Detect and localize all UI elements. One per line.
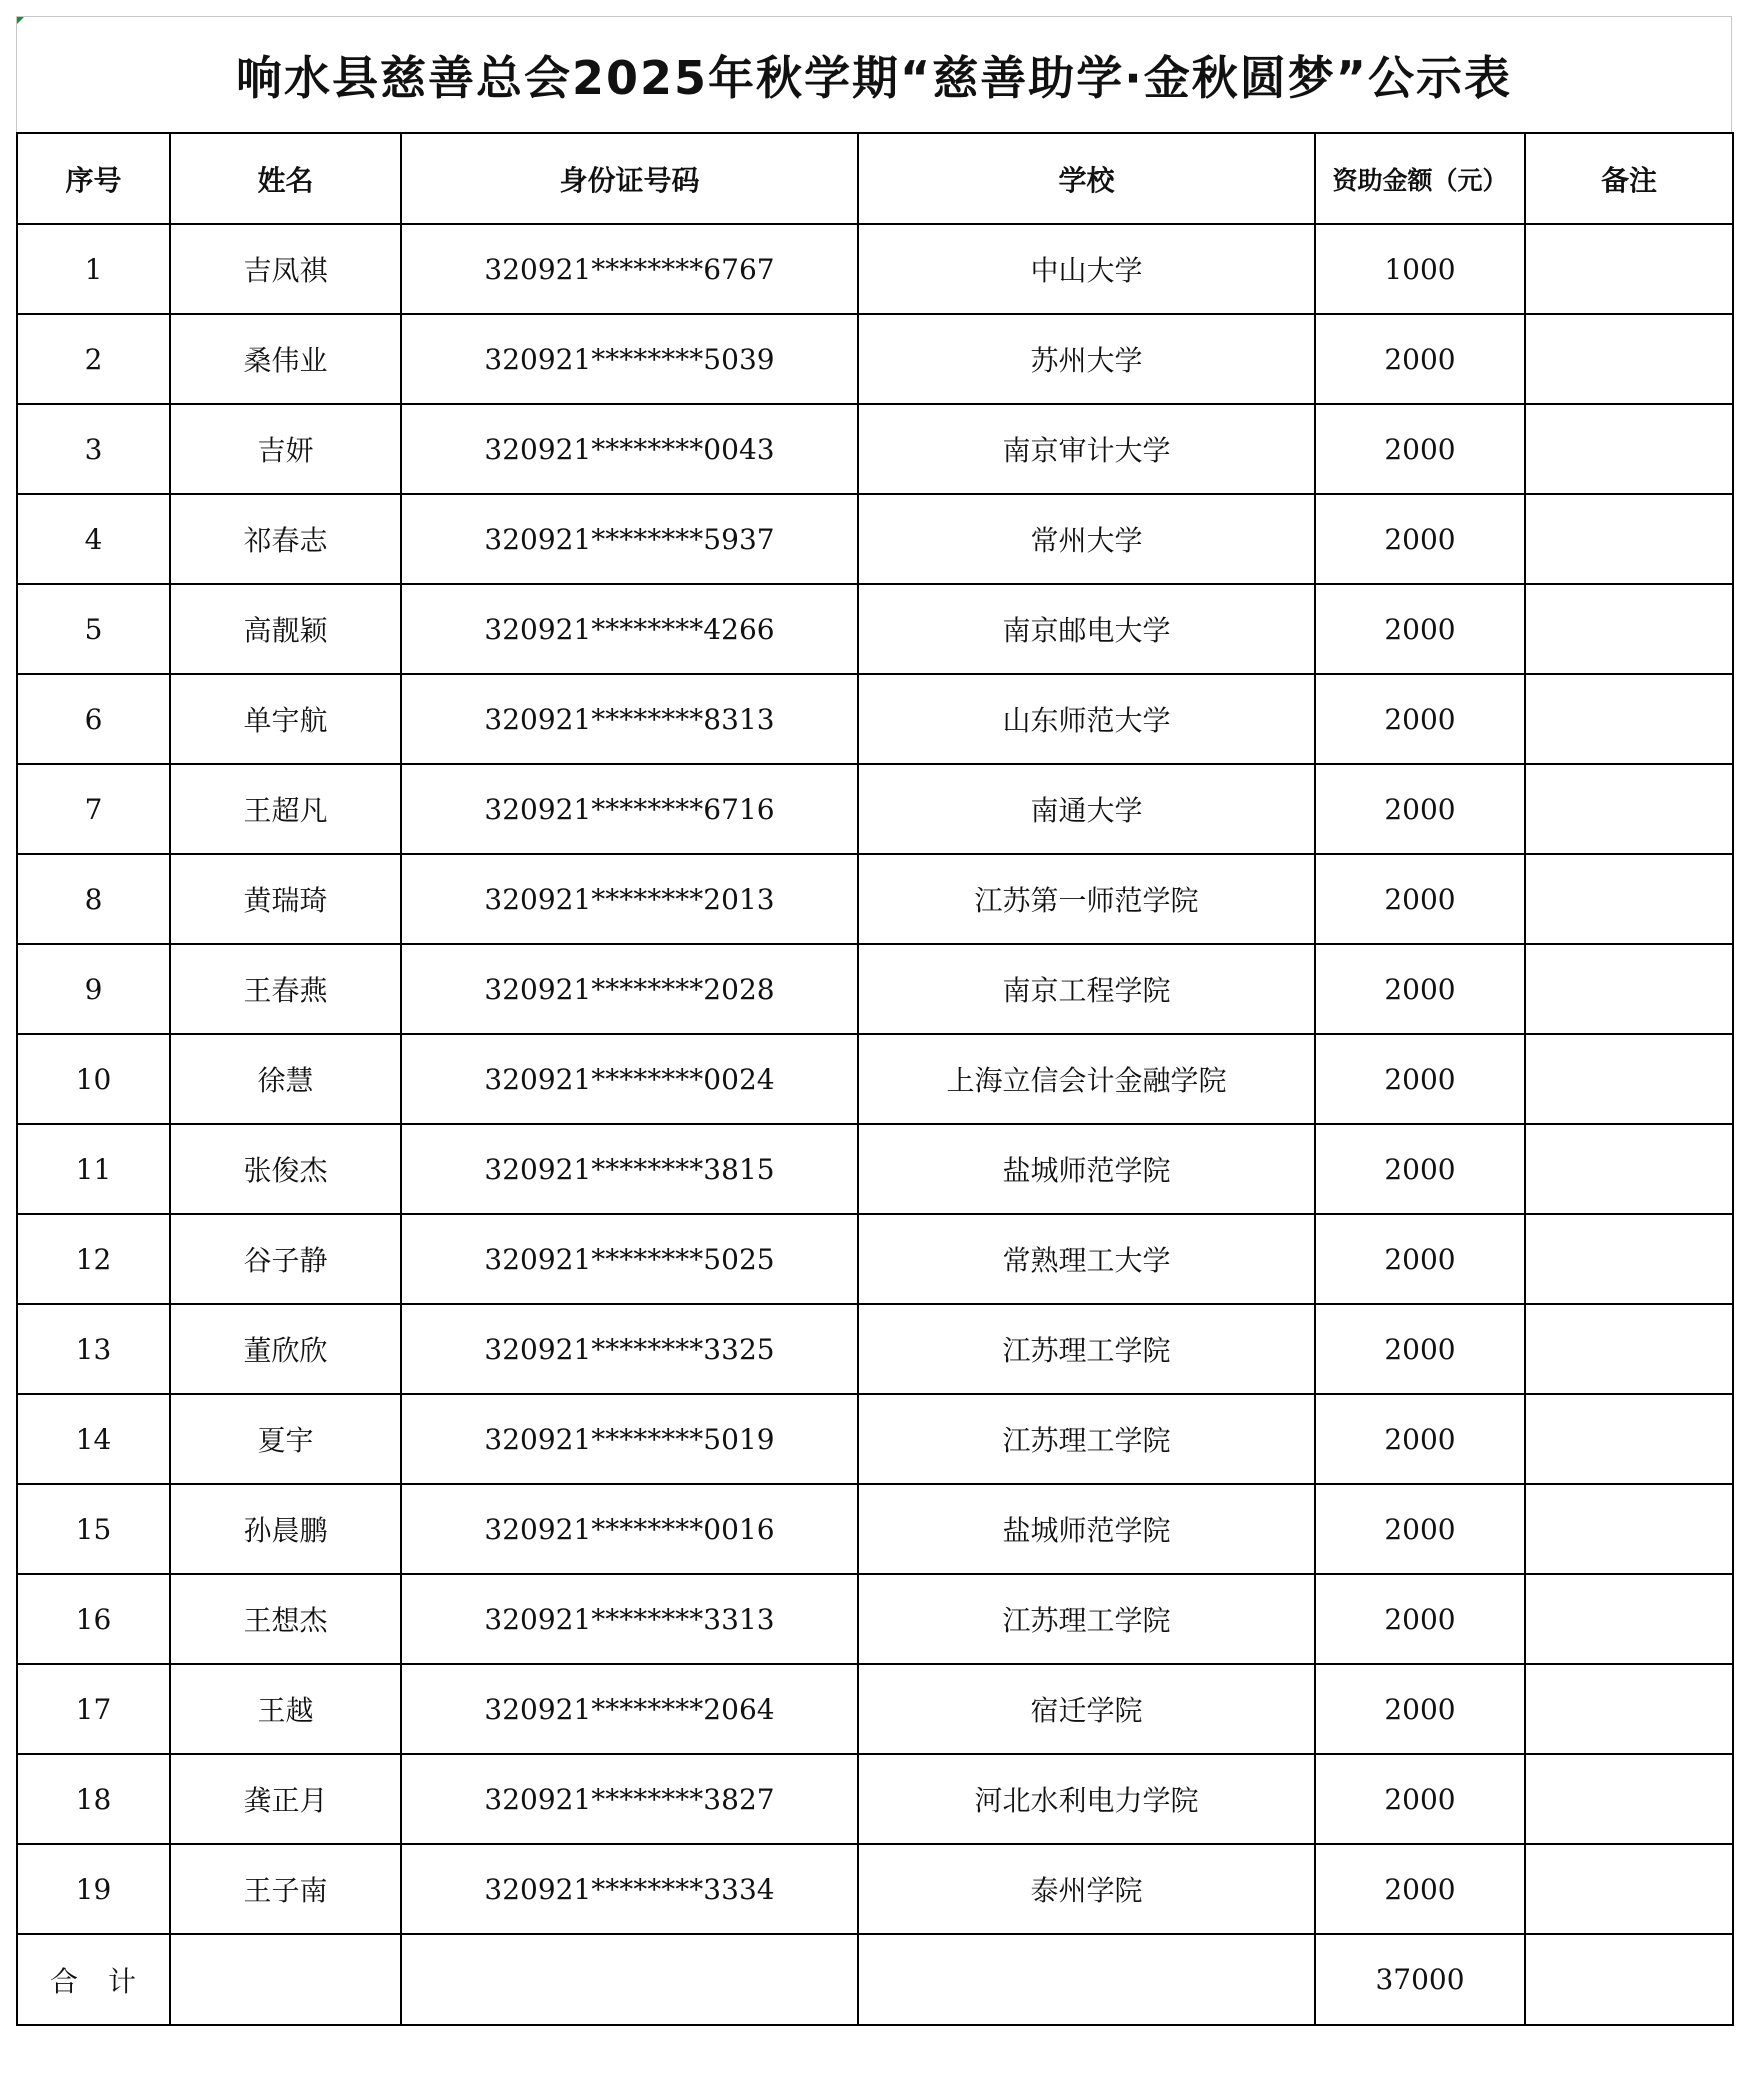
cell-note[interactable] bbox=[1525, 1844, 1733, 1934]
cell-note[interactable] bbox=[1525, 224, 1733, 314]
cell-id-number[interactable]: 320921********5025 bbox=[401, 1214, 858, 1304]
cell-name[interactable]: 王子南 bbox=[170, 1844, 401, 1934]
table-row bbox=[17, 404, 1733, 494]
cell-id-number[interactable]: 320921********3334 bbox=[401, 1844, 858, 1934]
cell-school[interactable]: 山东师范大学 bbox=[858, 674, 1315, 764]
cell-school[interactable]: 江苏理工学院 bbox=[858, 1304, 1315, 1394]
cell-id-number[interactable]: 320921********5019 bbox=[401, 1394, 858, 1484]
cell-school[interactable]: 上海立信会计金融学院 bbox=[858, 1034, 1315, 1124]
cell-id-number[interactable]: 320921********6767 bbox=[401, 224, 858, 314]
table-row bbox=[17, 1844, 1733, 1934]
cell-name[interactable]: 吉凤祺 bbox=[170, 224, 401, 314]
cell-amount[interactable]: 2000 bbox=[1315, 854, 1525, 944]
cell-index[interactable]: 5 bbox=[17, 584, 170, 674]
cell-note[interactable] bbox=[1525, 944, 1733, 1034]
cell-id-number[interactable]: 320921********3827 bbox=[401, 1754, 858, 1844]
cell-name[interactable]: 高靓颖 bbox=[170, 584, 401, 674]
cell-id-number[interactable]: 320921********5039 bbox=[401, 314, 858, 404]
cell-name[interactable]: 孙晨鹏 bbox=[170, 1484, 401, 1574]
cell-id-number[interactable]: 320921********0043 bbox=[401, 404, 858, 494]
cell-index[interactable]: 12 bbox=[17, 1214, 170, 1304]
cell-amount[interactable]: 2000 bbox=[1315, 1394, 1525, 1484]
cell-amount[interactable]: 2000 bbox=[1315, 1664, 1525, 1754]
cell-index[interactable]: 11 bbox=[17, 1124, 170, 1214]
cell-school[interactable]: 南京工程学院 bbox=[858, 944, 1315, 1034]
cell-name[interactable]: 单宇航 bbox=[170, 674, 401, 764]
table-row bbox=[17, 1574, 1733, 1664]
cell-id-number[interactable]: 320921********3325 bbox=[401, 1304, 858, 1394]
cell-school[interactable]: 苏州大学 bbox=[858, 314, 1315, 404]
table-row bbox=[17, 314, 1733, 404]
cell-school[interactable]: 中山大学 bbox=[858, 224, 1315, 314]
cell-id-number[interactable]: 320921********4266 bbox=[401, 584, 858, 674]
table-row bbox=[17, 584, 1733, 674]
cell-name[interactable]: 黄瑞琦 bbox=[170, 854, 401, 944]
cell-note[interactable] bbox=[1525, 1484, 1733, 1574]
cell-index[interactable]: 19 bbox=[17, 1844, 170, 1934]
cell-school[interactable]: 盐城师范学院 bbox=[858, 1484, 1315, 1574]
cell-index[interactable]: 17 bbox=[17, 1664, 170, 1754]
cell-amount[interactable]: 1000 bbox=[1315, 224, 1525, 314]
cell-name[interactable]: 董欣欣 bbox=[170, 1304, 401, 1394]
cell-id-number[interactable]: 320921********2028 bbox=[401, 944, 858, 1034]
total-empty-cell[interactable] bbox=[170, 1934, 401, 2025]
cell-note[interactable] bbox=[1525, 1304, 1733, 1394]
table-row bbox=[17, 1304, 1733, 1394]
cell-id-number[interactable]: 320921********3815 bbox=[401, 1124, 858, 1214]
table-row bbox=[17, 1124, 1733, 1214]
cell-note[interactable] bbox=[1525, 404, 1733, 494]
cell-index[interactable]: 6 bbox=[17, 674, 170, 764]
cell-amount[interactable]: 2000 bbox=[1315, 944, 1525, 1034]
table-row bbox=[17, 674, 1733, 764]
cell-amount[interactable]: 2000 bbox=[1315, 1754, 1525, 1844]
cell-school[interactable]: 宿迁学院 bbox=[858, 1664, 1315, 1754]
table-row bbox=[17, 1664, 1733, 1754]
table-row bbox=[17, 944, 1733, 1034]
cell-school[interactable]: 盐城师范学院 bbox=[858, 1124, 1315, 1214]
header-school[interactable]: 学校 bbox=[858, 133, 1315, 224]
cell-note[interactable] bbox=[1525, 674, 1733, 764]
cell-index[interactable]: 7 bbox=[17, 764, 170, 854]
cell-amount[interactable]: 2000 bbox=[1315, 314, 1525, 404]
header-note[interactable]: 备注 bbox=[1525, 133, 1733, 224]
title-cell[interactable] bbox=[16, 16, 1732, 132]
cell-note[interactable] bbox=[1525, 1394, 1733, 1484]
total-note-cell[interactable] bbox=[1525, 1934, 1733, 2025]
cell-school[interactable]: 南通大学 bbox=[858, 764, 1315, 854]
cell-note[interactable] bbox=[1525, 1664, 1733, 1754]
cell-note[interactable] bbox=[1525, 854, 1733, 944]
header-name[interactable]: 姓名 bbox=[170, 133, 401, 224]
cell-id-number[interactable]: 320921********2013 bbox=[401, 854, 858, 944]
cell-amount[interactable]: 2000 bbox=[1315, 1844, 1525, 1934]
cell-school[interactable]: 南京邮电大学 bbox=[858, 584, 1315, 674]
cell-id-number[interactable]: 320921********8313 bbox=[401, 674, 858, 764]
total-empty-cell[interactable] bbox=[401, 1934, 858, 2025]
cell-school[interactable]: 泰州学院 bbox=[858, 1844, 1315, 1934]
cell-school[interactable]: 常州大学 bbox=[858, 494, 1315, 584]
table-row bbox=[17, 854, 1733, 944]
cell-note[interactable] bbox=[1525, 1574, 1733, 1664]
cell-id-number[interactable]: 320921********2064 bbox=[401, 1664, 858, 1754]
cell-index[interactable]: 2 bbox=[17, 314, 170, 404]
cell-amount[interactable]: 2000 bbox=[1315, 1124, 1525, 1214]
cell-name[interactable]: 祁春志 bbox=[170, 494, 401, 584]
cell-index[interactable]: 10 bbox=[17, 1034, 170, 1124]
cell-note[interactable] bbox=[1525, 494, 1733, 584]
cell-school[interactable]: 江苏理工学院 bbox=[858, 1394, 1315, 1484]
total-label: 合计 bbox=[50, 1964, 167, 1998]
table-row bbox=[17, 1034, 1733, 1124]
table-row bbox=[17, 1754, 1733, 1844]
cell-name[interactable]: 龚正月 bbox=[170, 1754, 401, 1844]
cell-index[interactable]: 9 bbox=[17, 944, 170, 1034]
cell-note[interactable] bbox=[1525, 1124, 1733, 1214]
cell-name[interactable]: 王超凡 bbox=[170, 764, 401, 854]
cell-name[interactable]: 张俊杰 bbox=[170, 1124, 401, 1214]
cell-name[interactable]: 王越 bbox=[170, 1664, 401, 1754]
cell-index[interactable]: 15 bbox=[17, 1484, 170, 1574]
cell-name[interactable]: 桑伟业 bbox=[170, 314, 401, 404]
cell-name[interactable]: 谷子静 bbox=[170, 1214, 401, 1304]
page-title: 响水县慈善总会2025年秋学期“慈善助学·金秋圆梦”公示表 bbox=[236, 50, 1512, 105]
cell-note[interactable] bbox=[1525, 1214, 1733, 1304]
cell-note[interactable] bbox=[1525, 1034, 1733, 1124]
header-id[interactable]: 身份证号码 bbox=[401, 133, 858, 224]
data-table bbox=[16, 132, 1734, 2026]
cell-amount[interactable]: 2000 bbox=[1315, 404, 1525, 494]
cell-index[interactable]: 18 bbox=[17, 1754, 170, 1844]
total-amount[interactable]: 37000 bbox=[1315, 1934, 1525, 2025]
cell-index[interactable]: 4 bbox=[17, 494, 170, 584]
cell-index[interactable]: 1 bbox=[17, 224, 170, 314]
active-cell-marker bbox=[17, 17, 24, 24]
cell-index[interactable]: 8 bbox=[17, 854, 170, 944]
header-amount[interactable]: 资助金额（元） bbox=[1315, 133, 1525, 224]
cell-school[interactable]: 江苏理工学院 bbox=[858, 1574, 1315, 1664]
cell-note[interactable] bbox=[1525, 584, 1733, 674]
cell-index[interactable]: 14 bbox=[17, 1394, 170, 1484]
cell-name[interactable]: 夏宇 bbox=[170, 1394, 401, 1484]
header-index[interactable]: 序号 bbox=[17, 133, 170, 224]
cell-id-number[interactable]: 320921********0024 bbox=[401, 1034, 858, 1124]
cell-school[interactable]: 常熟理工大学 bbox=[858, 1214, 1315, 1304]
cell-id-number[interactable]: 320921********5937 bbox=[401, 494, 858, 584]
table-row bbox=[17, 224, 1733, 314]
cell-amount[interactable]: 2000 bbox=[1315, 1034, 1525, 1124]
table-row bbox=[17, 1484, 1733, 1574]
cell-amount[interactable]: 2000 bbox=[1315, 764, 1525, 854]
cell-amount[interactable]: 2000 bbox=[1315, 584, 1525, 674]
spreadsheet bbox=[16, 16, 1732, 2026]
cell-id-number[interactable]: 320921********3313 bbox=[401, 1574, 858, 1664]
cell-school[interactable]: 南京审计大学 bbox=[858, 404, 1315, 494]
cell-note[interactable] bbox=[1525, 1754, 1733, 1844]
total-empty-cell[interactable] bbox=[858, 1934, 1315, 2025]
cell-amount[interactable]: 2000 bbox=[1315, 1214, 1525, 1304]
table-row bbox=[17, 1394, 1733, 1484]
cell-amount[interactable]: 2000 bbox=[1315, 674, 1525, 764]
table-row bbox=[17, 494, 1733, 584]
cell-name[interactable]: 吉妍 bbox=[170, 404, 401, 494]
cell-id-number[interactable]: 320921********6716 bbox=[401, 764, 858, 854]
cell-index[interactable]: 16 bbox=[17, 1574, 170, 1664]
cell-name[interactable]: 徐慧 bbox=[170, 1034, 401, 1124]
cell-note[interactable] bbox=[1525, 314, 1733, 404]
cell-amount[interactable]: 2000 bbox=[1315, 1304, 1525, 1394]
cell-amount[interactable]: 2000 bbox=[1315, 1484, 1525, 1574]
cell-school[interactable]: 江苏第一师范学院 bbox=[858, 854, 1315, 944]
cell-index[interactable]: 3 bbox=[17, 404, 170, 494]
cell-school[interactable]: 河北水利电力学院 bbox=[858, 1754, 1315, 1844]
table-row bbox=[17, 1214, 1733, 1304]
cell-amount[interactable]: 2000 bbox=[1315, 1574, 1525, 1664]
cell-id-number[interactable]: 320921********0016 bbox=[401, 1484, 858, 1574]
cell-amount[interactable]: 2000 bbox=[1315, 494, 1525, 584]
cell-name[interactable]: 王春燕 bbox=[170, 944, 401, 1034]
table-row bbox=[17, 764, 1733, 854]
header-row bbox=[17, 133, 1733, 224]
cell-name[interactable]: 王想杰 bbox=[170, 1574, 401, 1664]
total-row bbox=[17, 1934, 1733, 2025]
cell-note[interactable] bbox=[1525, 764, 1733, 854]
total-label-cell[interactable] bbox=[17, 1934, 170, 2025]
cell-index[interactable]: 13 bbox=[17, 1304, 170, 1394]
